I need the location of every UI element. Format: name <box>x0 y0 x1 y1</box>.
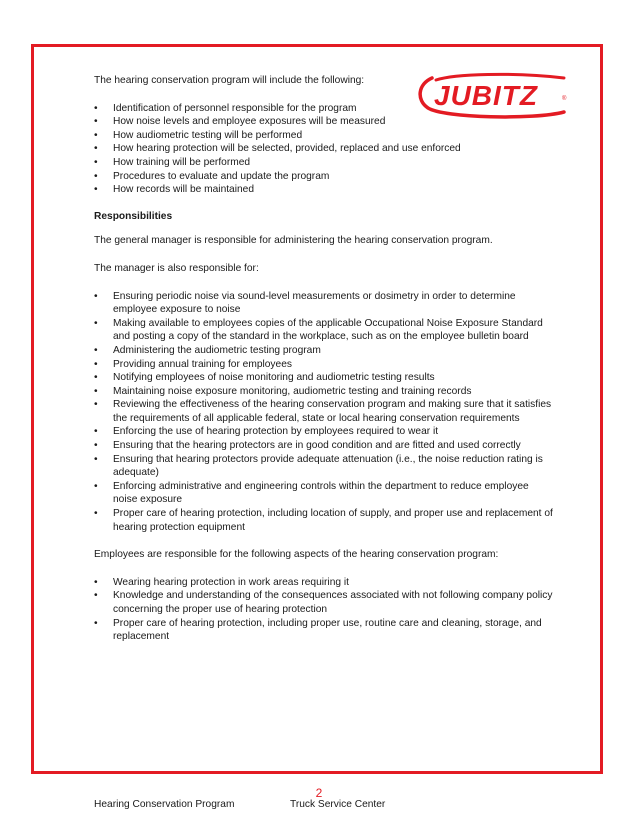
list-item-text: Maintaining noise exposure monitoring, audiometric testing and training records <box>113 385 472 397</box>
list-item <box>94 398 554 425</box>
bullet-icon: • <box>94 358 98 370</box>
bullet-icon: • <box>94 426 98 438</box>
list-item-text: Ensuring that the hearing protectors are in good condition and are fitted and used correctly <box>113 440 521 452</box>
bullet-icon: • <box>94 184 98 196</box>
bullet-icon: • <box>94 143 98 155</box>
bullet-icon: • <box>94 385 98 397</box>
list-item-text: Making available to employees copies of the applicable Occupational Noise Exposure Standard and posting a copy of the standard in the workplace, such as on the employee bulletin board <box>113 317 543 343</box>
bullet-icon: • <box>94 344 98 356</box>
list-item-text: How audiometric testing will be performed <box>113 129 303 141</box>
bullet-icon: • <box>94 617 98 629</box>
list-item <box>94 371 554 385</box>
list-item <box>94 425 554 439</box>
bullet-icon: • <box>94 317 98 329</box>
list-item <box>94 617 554 644</box>
list-item-text: Ensuring that hearing protectors provide adequate attenuation (i.e., the noise reduction rating is adequate) <box>113 453 543 479</box>
list-item-text: Knowledge and understanding of the consequences associated with not following company policy concerning the proper use of hearing protection <box>113 590 553 615</box>
list-item-text: How noise levels and employee exposures will be measured <box>113 116 386 128</box>
manager-responsibilities-list <box>94 290 554 535</box>
list-item <box>94 344 554 358</box>
list-item <box>94 290 554 317</box>
bullet-icon: • <box>94 372 98 384</box>
list-item <box>94 129 394 143</box>
employee-responsibilities-list <box>94 576 554 644</box>
bullet-icon: • <box>94 102 98 114</box>
bullet-icon: • <box>94 170 98 182</box>
bullet-icon: • <box>94 576 98 588</box>
list-item <box>94 385 554 399</box>
gm-statement: The general manager is responsible for administering the hearing conservation program. <box>94 235 493 247</box>
list-item-text: Notifying employees of noise monitoring and audiometric testing results <box>113 372 435 384</box>
bullet-icon: • <box>94 590 98 602</box>
document-body <box>94 74 554 644</box>
list-item <box>94 115 394 129</box>
list-item-text: Identification of personnel responsible for the program <box>113 102 357 114</box>
list-item-text: Enforcing the use of hearing protection by employees required to wear it <box>113 426 439 438</box>
list-item <box>94 156 394 170</box>
footer-title: Hearing Conservation Program <box>94 799 235 810</box>
list-item-text: Proper care of hearing protection, including proper use, routine care and cleaning, storage, and replacement <box>113 617 542 643</box>
list-item <box>94 142 493 156</box>
list-item <box>94 507 554 534</box>
bullet-icon: • <box>94 129 98 141</box>
list-item <box>94 589 554 616</box>
list-item-text: Providing annual training for employees <box>113 358 292 370</box>
logo-trademark: ® <box>562 96 567 102</box>
bullet-icon: • <box>94 399 98 411</box>
intro-text: The hearing conservation program will include the following: <box>94 75 365 86</box>
list-item-text: How training will be performed <box>113 156 251 168</box>
list-item <box>94 453 554 480</box>
list-item <box>94 358 554 372</box>
list-item <box>94 439 554 453</box>
list-item <box>94 576 554 590</box>
list-item-text: Reviewing the effectiveness of the hearing conservation program and making sure that it satisfies the requirements of all applicable federal, state or local hearing conservation requirements <box>113 399 552 424</box>
list-item-text: How records will be maintained <box>113 184 254 196</box>
list-item-text: Proper care of hearing protection, including location of supply, and proper use and replacement of hearing protection equipment <box>113 508 553 533</box>
list-item-text: Wearing hearing protection in work areas requiring it <box>113 576 349 588</box>
list-item <box>94 102 394 116</box>
bullet-icon: • <box>94 440 98 452</box>
footer-location: Truck Service Center <box>290 799 386 810</box>
employees-intro: Employees are responsible for the following aspects of the hearing conservation program: <box>94 549 499 561</box>
bullet-icon: • <box>94 156 98 168</box>
list-item-text: Administering the audiometric testing program <box>113 344 321 356</box>
list-item-text: How hearing protection will be selected, provided, replaced and use enforced <box>113 143 461 155</box>
list-item-text: Procedures to evaluate and update the program <box>113 170 330 182</box>
list-item <box>94 170 394 184</box>
bullet-icon: • <box>94 508 98 520</box>
list-item <box>94 183 394 197</box>
bullet-icon: • <box>94 453 98 465</box>
bullet-icon: • <box>94 290 98 302</box>
bullet-icon: • <box>94 116 98 128</box>
program-list <box>94 102 461 197</box>
page-number: 2 <box>315 786 323 800</box>
bullet-icon: • <box>94 480 98 492</box>
list-item-text: Enforcing administrative and engineering controls within the department to reduce employee noise exposure <box>113 480 529 506</box>
list-item-text: Ensuring periodic noise via sound-level measurements or dosimetry in order to determine employee exposure to noise <box>113 290 516 316</box>
list-item <box>94 317 554 344</box>
list-item <box>94 480 554 507</box>
logo-wordmark: JUBITZ <box>434 80 538 111</box>
responsibilities-heading: Responsibilities <box>94 210 173 222</box>
manager-intro: The manager is also responsible for: <box>94 262 259 274</box>
